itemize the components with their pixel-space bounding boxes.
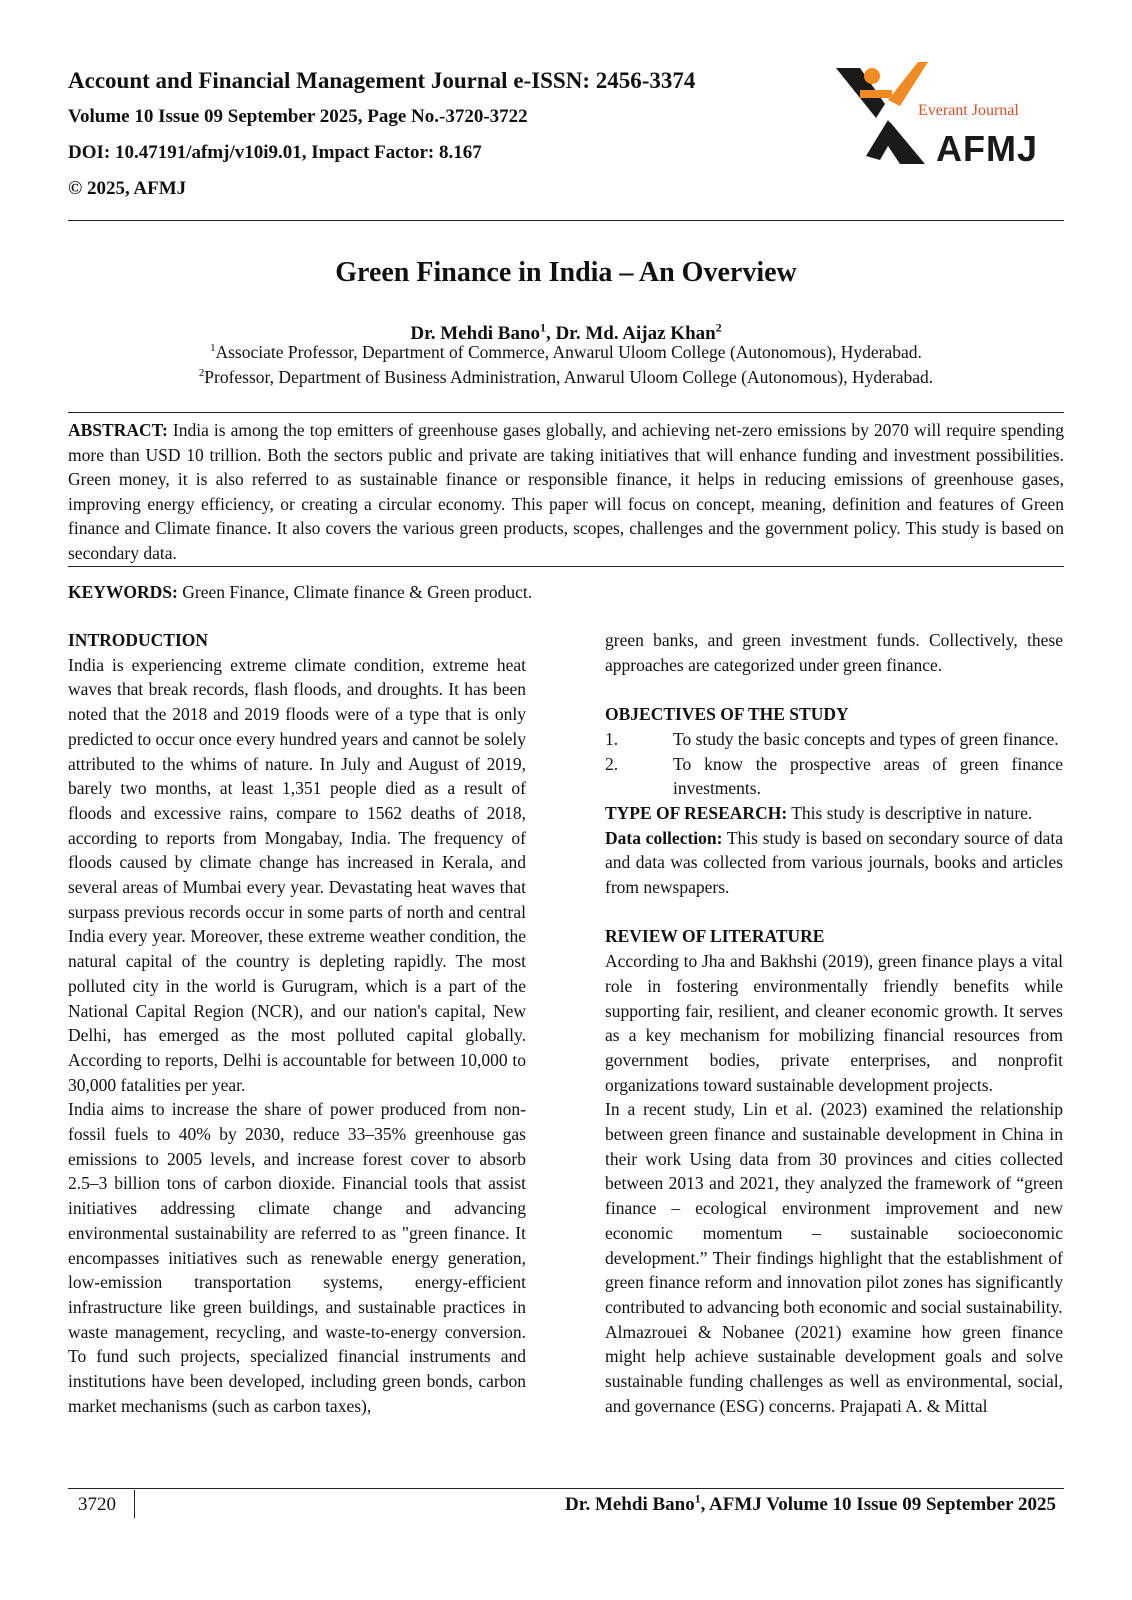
data-collection-text: This study is based on secondary source of data and data was collected from various journals, books and articles from newspapers.	[605, 827, 1063, 898]
logo-publisher: Everant Journal	[918, 102, 1019, 119]
data-collection	[605, 826, 1063, 900]
review-paragraph-2: In a recent study, Lin et al. (2023) examined the relationship between green finance and sustainable development in China in their work Using data from 30 provinces and cities collected between 2013 and 2021, they analyzed the framework of “green finance – ecological environment improvement and new economic momentum – sustainable socioeconomic development.” Their findings highlight that the establishment of green finance reform and innovation pilot zones has significantly contributed to advancing both economic and social sustainability.	[605, 1099, 1063, 1317]
review-heading: REVIEW OF LITERATURE	[605, 926, 825, 947]
journal-name: Account and Financial Management Journal e-ISSN: 2456-3374	[68, 68, 696, 93]
author-1-sup: 1	[540, 321, 546, 335]
footer-author-sup: 1	[694, 1492, 701, 1506]
copyright: © 2025, AFMJ	[68, 178, 187, 199]
objective-number: 1.	[605, 728, 619, 749]
logo-acronym: AFMJ	[936, 128, 1038, 169]
introduction-paragraph-1: India is experiencing extreme climate condition, extreme heat waves that break records, flash floods, and droughts. It has been noted that the 2018 and 2019 floods were of a type that is only predicted to occur once every hundred years and cannot be solely attributed to the whims of nature. In July and August of 2019, barely two months, at least 1,351 people died as a result of floods and excessive rains, compare to 1562 deaths of 2018, according to reports from Mongabay, India. The frequency of floods caused by climate change has increased in Kerala, and several areas of Mumbai every year. Devastating heat waves that surpass previous records occur in some parts of north and central India every year. Moreover, these extreme weather condition, the natural capital of the country is depleting rapidly. The most polluted city in the world is Gurugram, which is a part of the National Capital Region (NCR), and our nation's capital, New Delhi, has emerged as the most polluted capital globally. According to reports, Delhi is accountable for between 10,000 to 30,000 fatalities per year.	[68, 654, 526, 1095]
affiliation-1	[68, 340, 1064, 364]
keywords	[68, 580, 1064, 604]
doi-info: DOI: 10.47191/afmj/v10i9.01, Impact Factor: 8.167	[68, 142, 482, 163]
introduction-paragraph-2: India aims to increase the share of power produced from non-fossil fuels to 40% by 2030, reduce 33–35% greenhouse gas emissions to 2005 levels, and increase forest cover to absorb 2.5–3 billion tons of carbon dioxide. Financial tools that assist initiatives addressing climate change and advancing environmental sustainability are referred to as "green finance. It encompasses initiatives such as renewable energy generation, low-emission transportation systems, energy-efficient infrastructure like green buildings, and sustainable practices in waste management, recycling, and waste-to-energy conversion. To fund such projects, specialized financial instruments and institutions have been developed, including green bonds, carbon market mechanisms (such as carbon taxes),	[68, 1099, 526, 1416]
review-paragraph-1: According to Jha and Bakhshi (2019), green finance plays a vital role in fostering environmentally friendly benefits while supporting fair, resilient, and cleaner economic growth. It serves as a key mechanism for mobilizing financial resources from government bodies, private enterprises, and nonprofit organizations toward sustainable development projects.	[605, 951, 1063, 1095]
objectives-heading: OBJECTIVES OF THE STUDY	[605, 704, 849, 725]
footer-author: Dr. Mehdi Bano	[565, 1494, 695, 1515]
objective-number: 2.	[605, 753, 619, 774]
review-paragraph-3: Almazrouei & Nobanee (2021) examine how green finance might help achieve sustainable development goals and solve sustainable funding challenges as well as environmental, social, and governance (ESG) concerns. Prajapati A. & Mittal	[605, 1321, 1063, 1416]
affiliation-1-sup: 1	[210, 342, 216, 355]
continued-paragraph: green banks, and green investment funds. Collectively, these approaches are categorized under green finance.	[605, 630, 1063, 675]
abstract	[68, 418, 1064, 566]
objective-text: To study the basic concepts and types of green finance.	[673, 728, 1059, 749]
abstract-text: India is among the top emitters of greenhouse gases globally, and achieving net-zero emissions by 2070 will require spending more than USD 10 trillion. Both the sectors public and private are taking initiatives that will enhance funding and investment possibilities. Green money, it is also referred to as sustainable finance or responsible finance, it helps in reducing emissions of greenhouse gases, improving energy efficiency, or creating a circular economy. This paper will focus on concept, meaning, definition and features of Green finance and Climate finance. It also covers the various green products, scopes, challenges and the government policy. This study is based on secondary data.	[68, 420, 1064, 563]
data-collection-label: Data collection:	[605, 827, 723, 848]
affiliation-2-text: Professor, Department of Business Administration, Anwarul Uloom College (Autonomous), Hyderabad.	[204, 367, 934, 387]
volume-info: Volume 10 Issue 09 September 2025, Page No.-3720-3722	[68, 106, 528, 127]
page-number-divider	[134, 1490, 135, 1518]
footer-rule	[68, 1488, 1064, 1489]
abstract-bottom-rule	[68, 566, 1064, 567]
header-rule	[68, 220, 1064, 221]
objective-item	[605, 727, 1063, 752]
abstract-top-rule	[68, 412, 1064, 413]
keywords-label: KEYWORDS:	[68, 582, 178, 602]
affiliation-2	[68, 365, 1064, 389]
affiliation-1-text: Associate Professor, Department of Commerce, Anwarul Uloom College (Autonomous), Hyderabad.	[215, 342, 922, 362]
objective-text: To know the prospective areas of green finance investments.	[673, 753, 1063, 799]
introduction-heading: INTRODUCTION	[68, 630, 209, 650]
left-column	[68, 628, 526, 1419]
author-separator: ,	[545, 323, 556, 344]
running-footer	[565, 1492, 1056, 1518]
author-2: Dr. Md. Aijaz Khan	[555, 323, 716, 344]
footer-citation: , AFMJ Volume 10 Issue 09 September 2025	[700, 1494, 1056, 1515]
afmj-logo	[830, 58, 1050, 183]
research-type-text: This study is descriptive in nature.	[787, 802, 1033, 823]
author-1: Dr. Mehdi Bano	[410, 323, 541, 344]
abstract-label: ABSTRACT:	[68, 420, 168, 440]
right-column	[605, 628, 1063, 1418]
author-2-sup: 2	[715, 321, 722, 335]
keywords-text: Green Finance, Climate finance & Green product.	[177, 582, 533, 602]
research-type	[605, 801, 1063, 826]
journal-header	[68, 66, 788, 212]
paper-title: Green Finance in India – An Overview	[335, 257, 797, 288]
page-number: 3720	[78, 1494, 116, 1515]
research-type-label: TYPE OF RESEARCH:	[605, 802, 788, 823]
affiliation-2-sup: 2	[198, 367, 205, 380]
objective-item	[605, 752, 1063, 801]
